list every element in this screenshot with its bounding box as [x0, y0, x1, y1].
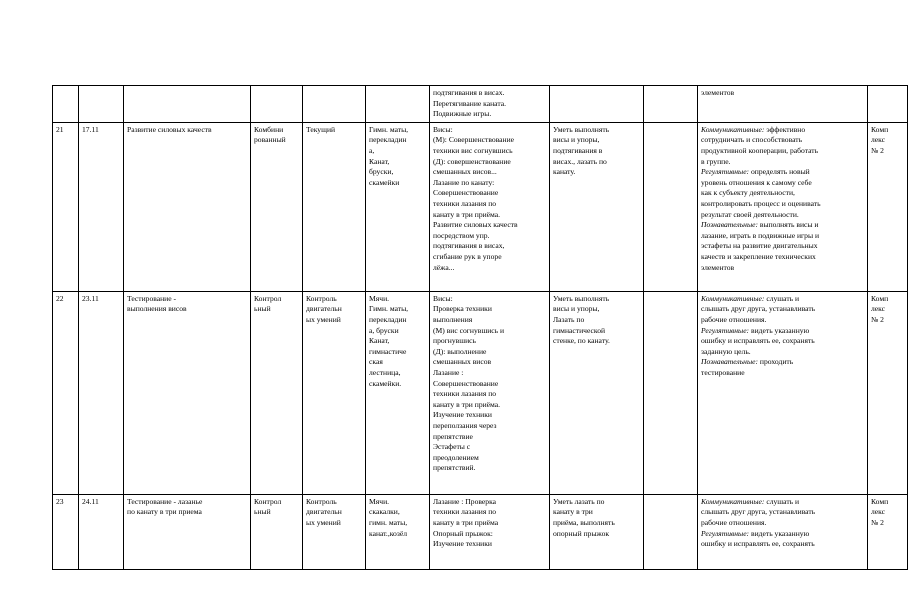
cell-line: скакалки, — [369, 507, 400, 517]
cell-line: выполнения висов — [127, 304, 187, 314]
cell-line: перекладин — [369, 135, 407, 145]
date-cell — [79, 122, 124, 291]
control-type-cell — [303, 291, 366, 494]
uud-text: определять новый — [749, 167, 810, 177]
uud-text: качеств и закрепление технических — [701, 251, 816, 261]
uud-line — [701, 294, 864, 305]
cell-line: Текущий — [306, 124, 336, 134]
cell-line: лекс — [871, 135, 886, 145]
cell-line: Уметь лазать по — [553, 496, 605, 506]
uud-text: эстафеты на развитие двигательных — [701, 241, 818, 251]
table-row — [53, 122, 908, 291]
cell-line: техники лазания по — [433, 389, 497, 399]
cell-line: ская — [369, 357, 383, 367]
lesson-number: 21 — [56, 124, 64, 134]
cell-line: Развитие силовых качеств — [127, 124, 212, 134]
cell-line: Канат, — [369, 156, 390, 166]
uud-text: заданную цель. — [701, 346, 751, 356]
cell-line: а, — [369, 145, 375, 155]
date-cell — [79, 86, 124, 123]
cell-line: лекс — [871, 507, 886, 517]
uud-line — [701, 336, 864, 347]
subject-results-cell — [550, 122, 644, 291]
uud-text: в группе. — [701, 156, 731, 166]
control-type-cell — [303, 122, 366, 291]
cell-line: канату в три приёма — [433, 517, 499, 527]
uud-line — [701, 518, 864, 529]
cell-line: скамейки. — [369, 378, 402, 388]
cell-line: Проверка техники — [433, 304, 492, 314]
subject-results-cell — [550, 494, 644, 569]
uud-text: ошибку и исправлять ее, сохранять — [701, 539, 815, 549]
cell-line: Мячи. — [369, 496, 390, 506]
cell-line: (Д): выполнение — [433, 346, 487, 356]
cell-line: Висы: — [433, 293, 453, 303]
lesson-type-cell — [251, 122, 303, 291]
equipment-cell — [366, 494, 430, 569]
date-cell — [79, 494, 124, 569]
cell-line: № 2 — [871, 314, 884, 324]
cell-line: висы и упоры, — [553, 304, 600, 314]
cell-line: подтягивания в висах, — [433, 241, 505, 251]
cell-line: Контроль — [306, 293, 337, 303]
cell-line: лестница, — [369, 367, 401, 377]
uud-line — [701, 188, 864, 199]
cell-line: по канату в три приема — [127, 507, 202, 517]
uud-line — [701, 529, 864, 540]
uud-text: тестирование — [701, 367, 745, 377]
cell-line: гимнастиче — [369, 346, 407, 356]
uud-label: Регулятивные: — [701, 167, 750, 177]
uud-label: Регулятивные: — [701, 528, 750, 538]
uud-line — [701, 507, 864, 518]
cell-line: Совершенствование — [433, 378, 499, 388]
cell-line: канату в три — [553, 507, 593, 517]
cell-line: двигательн — [306, 507, 342, 517]
uud-text: уровень отношения к самому себе — [701, 177, 812, 187]
cell-line: (Д): совершенствование — [433, 156, 511, 166]
cell-line: техники лазания по — [433, 507, 497, 517]
cell-line: подтягивания в висах. — [433, 88, 505, 97]
cell-line: а, бруски — [369, 325, 399, 335]
uud-cell — [698, 86, 868, 123]
table-row — [53, 494, 908, 569]
cell-line: Мячи. — [369, 293, 390, 303]
cell-line: Комбини — [254, 124, 284, 134]
cell-line: посредством упр. — [433, 230, 490, 240]
cell-line: переползания через — [433, 420, 497, 430]
cell-line: Комп — [871, 124, 889, 134]
cell-line: Контрол — [254, 496, 282, 506]
cell-line: приёма, выполнять — [553, 517, 615, 527]
cell-line: Комп — [871, 496, 889, 506]
cell-line: Контрол — [254, 293, 282, 303]
uud-text: сотрудничать и способствовать — [701, 135, 803, 145]
cell-line: выполнения — [433, 314, 473, 324]
cell-line: техники вис согнувшись — [433, 145, 513, 155]
complex-cell — [868, 122, 908, 291]
uud-line — [701, 326, 864, 337]
uud-text: ошибку и исправлять ее, сохранять — [701, 336, 815, 346]
uud-line — [701, 304, 864, 315]
cell-line: ьный — [254, 507, 271, 517]
uud-line — [701, 146, 864, 157]
cell-line: висы и упоры, — [553, 135, 600, 145]
complex-cell — [868, 86, 908, 123]
uud-label: Регулятивные: — [701, 325, 750, 335]
cell-line: канат.,козёл — [369, 528, 407, 538]
cell-line: Тестирование - — [127, 293, 177, 303]
lesson-number: 23 — [56, 496, 64, 506]
uud-text: лазание, играть в подвижные игры и — [701, 230, 820, 240]
subject-results-cell — [550, 291, 644, 494]
cell-line: Подвижные игры. — [433, 109, 492, 119]
lesson-number-cell — [53, 494, 79, 569]
cell-line: Уметь выполнять — [553, 293, 610, 303]
subject-results-cell — [550, 86, 644, 123]
cell-line: препятствие — [433, 431, 473, 441]
uud-line — [701, 178, 864, 189]
lesson-type-cell — [251, 86, 303, 123]
uud-line — [701, 315, 864, 326]
cell-line: Эстафеты с — [433, 442, 471, 452]
uud-cell — [698, 291, 868, 494]
uud-text: рабочие отношения. — [701, 517, 767, 527]
uud-label: Познавательные: — [701, 357, 758, 367]
blank-cell — [644, 122, 698, 291]
cell-line: Лазать по — [553, 314, 585, 324]
topic-cell — [124, 494, 251, 569]
topic-cell — [124, 122, 251, 291]
cell-line: № 2 — [871, 517, 884, 527]
uud-cell — [698, 122, 868, 291]
topic-cell — [124, 291, 251, 494]
uud-text: видеть указанную — [749, 528, 810, 538]
cell-line: Лазание по канату: — [433, 177, 495, 187]
cell-line: рованный — [254, 135, 286, 145]
content-cell — [430, 291, 550, 494]
uud-text: результат своей деятельности. — [701, 209, 799, 219]
equipment-cell — [366, 291, 430, 494]
content-cell — [430, 494, 550, 569]
uud-text: выполнять висы и — [758, 220, 819, 230]
complex-cell — [868, 494, 908, 569]
cell-line: Изучение техники — [433, 410, 492, 420]
cell-line: Висы: — [433, 124, 453, 134]
table-row — [53, 291, 908, 494]
lesson-plan-table — [52, 85, 908, 570]
control-type-cell — [303, 86, 366, 123]
cell-line: двигательн — [306, 304, 342, 314]
lesson-type-cell — [251, 494, 303, 569]
uud-label: Коммуникативные: — [701, 293, 765, 303]
uud-line — [701, 241, 864, 252]
uud-text: элементов — [701, 88, 735, 97]
cell-line: препятствий. — [433, 463, 476, 473]
uud-line — [701, 210, 864, 221]
lesson-date: 24.11 — [82, 496, 99, 506]
cell-line: Гимн. маты, — [369, 304, 409, 314]
uud-line — [701, 88, 864, 99]
uud-line — [701, 135, 864, 146]
cell-line: лёжа... — [433, 262, 455, 272]
cell-line: Изучение техники — [433, 539, 492, 549]
lesson-number-cell — [53, 291, 79, 494]
uud-line — [701, 539, 864, 550]
uud-line — [701, 125, 864, 136]
cell-line: подтягивания в — [553, 145, 603, 155]
content-cell — [430, 122, 550, 291]
uud-text: элементов — [701, 262, 735, 272]
uud-cell — [698, 494, 868, 569]
uud-text: проходить — [758, 357, 794, 367]
cell-line: перекладин — [369, 314, 407, 324]
cell-line: канату. — [553, 167, 576, 177]
cell-line: Гимн. маты, — [369, 124, 409, 134]
cell-line: гимнастической — [553, 325, 606, 335]
lesson-date: 23.11 — [82, 293, 99, 303]
cell-line: (М): Совершенствование — [433, 135, 515, 145]
cell-line: (М) вис согнувшись и — [433, 325, 505, 335]
cell-line: Комп — [871, 293, 889, 303]
cell-line: Уметь выполнять — [553, 124, 610, 134]
uud-label: Коммуникативные: — [701, 124, 765, 134]
uud-label: Познавательные: — [701, 220, 758, 230]
uud-line — [701, 497, 864, 508]
uud-line — [701, 357, 864, 368]
uud-line — [701, 263, 864, 274]
lesson-number-cell — [53, 122, 79, 291]
cell-line: гимн. маты, — [369, 517, 408, 527]
content-cell — [430, 86, 550, 123]
cell-line: Развитие силовых качеств — [433, 220, 518, 230]
uud-text: видеть указанную — [749, 325, 810, 335]
uud-line — [701, 252, 864, 263]
blank-cell — [644, 291, 698, 494]
cell-line: Канат, — [369, 336, 390, 346]
cell-line: стенке, по канату. — [553, 336, 610, 346]
table-body — [53, 86, 908, 570]
uud-label: Коммуникативные: — [701, 496, 765, 506]
uud-line — [701, 199, 864, 210]
cell-line: Тестирование - лазанье — [127, 496, 203, 506]
uud-text: слушать и — [764, 293, 800, 303]
cell-line: висах., лазать по — [553, 156, 607, 166]
uud-line — [701, 368, 864, 379]
uud-line — [701, 347, 864, 358]
cell-line: Контроль — [306, 496, 337, 506]
cell-line: ых умений — [306, 314, 341, 324]
cell-line: канату в три приёма. — [433, 399, 501, 409]
lesson-type-cell — [251, 291, 303, 494]
control-type-cell — [303, 494, 366, 569]
complex-cell — [868, 291, 908, 494]
uud-line — [701, 220, 864, 231]
uud-text: слышать друг друга, устанавливать — [701, 304, 816, 314]
uud-text: продуктивной кооперации, работать — [701, 145, 819, 155]
cell-line: смешанных висов — [433, 357, 492, 367]
cell-line: опорный прыжок — [553, 528, 610, 538]
cell-line: техники лазания по — [433, 198, 497, 208]
uud-text: эффективно — [764, 124, 806, 134]
equipment-cell — [366, 122, 430, 291]
cell-line: скамейки — [369, 177, 400, 187]
cell-line: Лазание : — [433, 367, 464, 377]
uud-line — [701, 157, 864, 168]
lesson-number: 22 — [56, 293, 64, 303]
cell-line: Лазание : Проверка — [433, 496, 497, 506]
cell-line: канату в три приёма. — [433, 209, 501, 219]
date-cell — [79, 291, 124, 494]
cell-line: прогнувшись — [433, 336, 476, 346]
cell-line: Опорный прыжок: — [433, 528, 493, 538]
uud-text: контролировать процесс и оценивать — [701, 198, 821, 208]
cell-line: сгибание рук в упоре — [433, 251, 502, 261]
cell-line: лекс — [871, 304, 886, 314]
topic-cell — [124, 86, 251, 123]
cell-line: Перетягивание каната. — [433, 98, 507, 108]
uud-text: рабочие отношения. — [701, 314, 767, 324]
cell-line: бруски, — [369, 167, 394, 177]
uud-text: слышать друг друга, устанавливать — [701, 507, 816, 517]
table-row — [53, 86, 908, 123]
cell-line: преодолением — [433, 452, 479, 462]
uud-line — [701, 167, 864, 178]
cell-line: Совершенствование — [433, 188, 499, 198]
cell-line: № 2 — [871, 145, 884, 155]
cell-line: ых умений — [306, 517, 341, 527]
blank-cell — [644, 494, 698, 569]
lesson-number-cell — [53, 86, 79, 123]
uud-text: слушать и — [764, 496, 800, 506]
uud-text: как к субъекту деятельности, — [701, 188, 795, 198]
cell-line: смешанных висов... — [433, 167, 497, 177]
cell-line: ьный — [254, 304, 271, 314]
equipment-cell — [366, 86, 430, 123]
blank-cell — [644, 86, 698, 123]
lesson-date: 17.11 — [82, 124, 99, 134]
uud-line — [701, 231, 864, 242]
